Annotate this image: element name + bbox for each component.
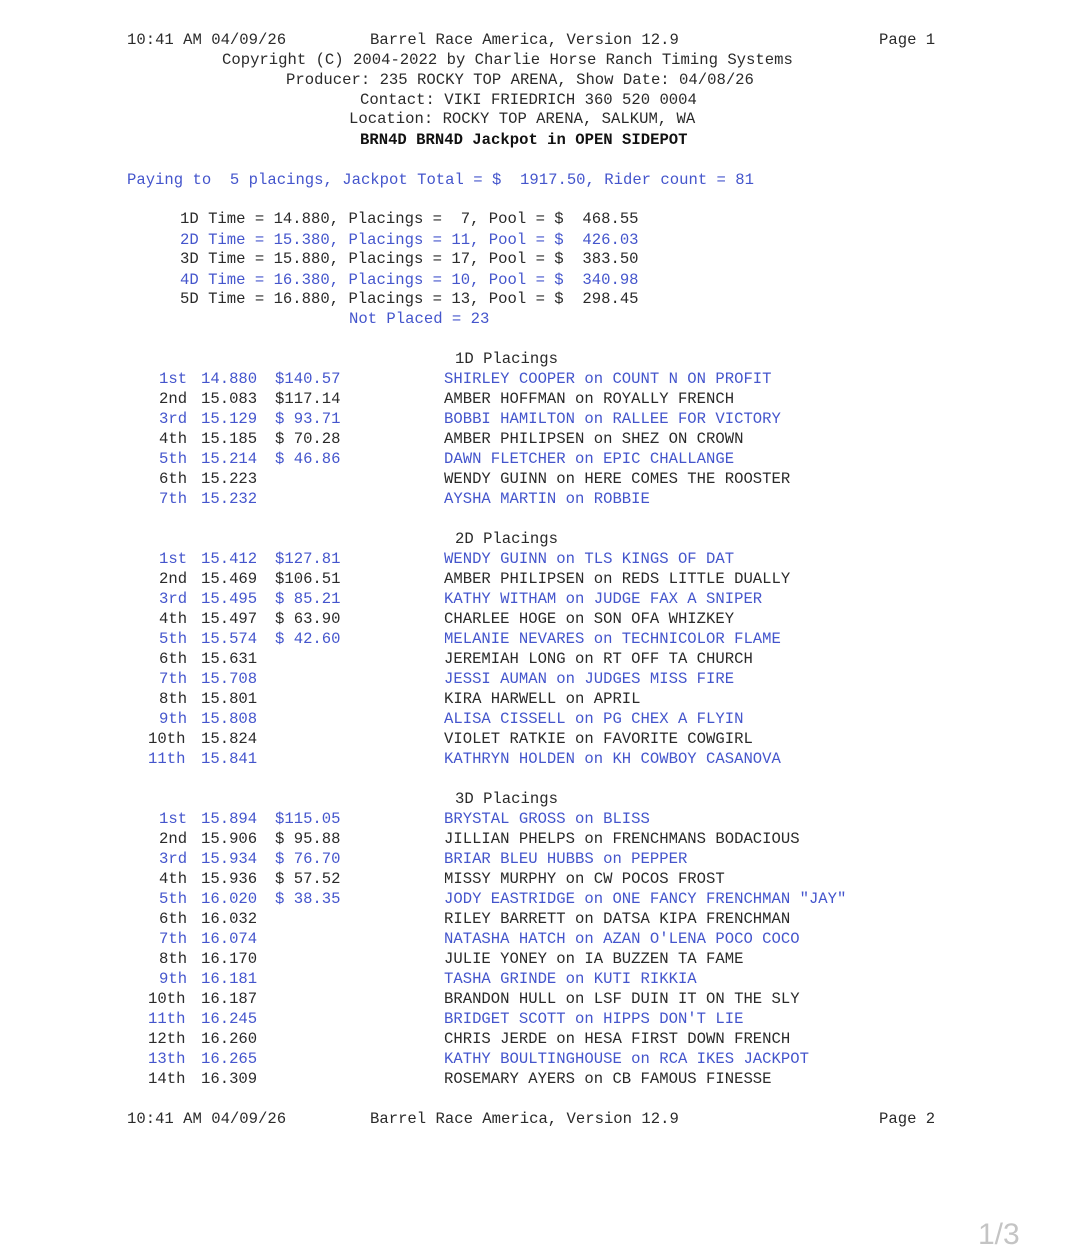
placing-rider: AMBER PHILIPSEN on REDS LITTLE DUALLY	[444, 570, 791, 588]
placing-payout: $ 38.35	[275, 890, 341, 908]
placing-rider: NATASHA HATCH on AZAN O'LENA POCO COCO	[444, 930, 800, 948]
header-producer: Producer: 235 ROCKY TOP ARENA, Show Date: 04/08/26	[286, 71, 754, 89]
placing-payout: $106.51	[275, 570, 341, 588]
placing-time: 16.074	[201, 930, 258, 948]
placing-time: 16.187	[201, 990, 258, 1008]
placing-time: 16.170	[201, 950, 258, 968]
placing-time: 15.223	[201, 470, 258, 488]
placing-rider: BRIDGET SCOTT on HIPPS DON'T LIE	[444, 1010, 744, 1028]
placing-rank: 12th	[148, 1030, 186, 1048]
placing-time: 15.841	[201, 750, 258, 768]
placing-rank: 3rd	[159, 410, 188, 428]
placing-time: 16.032	[201, 910, 258, 928]
placing-rank: 2nd	[159, 830, 188, 848]
placing-time: 15.894	[201, 810, 258, 828]
placing-time: 16.020	[201, 890, 258, 908]
placing-rank: 8th	[159, 690, 188, 708]
placing-payout: $ 95.88	[275, 830, 341, 848]
placing-time: 16.181	[201, 970, 258, 988]
placing-time: 15.708	[201, 670, 258, 688]
footer-page-number: Page 2	[879, 1110, 936, 1128]
placing-rank: 11th	[148, 750, 186, 768]
placing-rank: 13th	[148, 1050, 186, 1068]
footer-program: Barrel Race America, Version 12.9	[370, 1110, 679, 1128]
placing-rank: 10th	[148, 730, 186, 748]
placing-rank: 2nd	[159, 390, 188, 408]
placing-rider: KATHRYN HOLDEN on KH COWBOY CASANOVA	[444, 750, 781, 768]
header-page-number: Page 1	[879, 31, 936, 49]
placing-rider: JEREMIAH LONG on RT OFF TA CHURCH	[444, 650, 753, 668]
placing-rank: 5th	[159, 890, 188, 908]
placing-rank: 1st	[159, 810, 188, 828]
placing-rank: 1st	[159, 370, 188, 388]
placing-rider: JILLIAN PHELPS on FRENCHMANS BODACIOUS	[444, 830, 800, 848]
header-contact: Contact: VIKI FRIEDRICH 360 520 0004	[360, 91, 697, 109]
placing-time: 16.245	[201, 1010, 258, 1028]
placing-rider: CHARLEE HOGE on SON OFA WHIZKEY	[444, 610, 735, 628]
placing-rank: 4th	[159, 870, 188, 888]
placing-rider: DAWN FLETCHER on EPIC CHALLANGE	[444, 450, 735, 468]
placing-rider: AYSHA MARTIN on ROBBIE	[444, 490, 650, 508]
placing-rank: 3rd	[159, 850, 188, 868]
placing-time: 15.934	[201, 850, 258, 868]
placing-payout: $ 63.90	[275, 610, 341, 628]
footer-timestamp: 10:41 AM 04/09/26	[127, 1110, 287, 1128]
placing-rank: 7th	[159, 670, 188, 688]
placing-time: 15.129	[201, 410, 258, 428]
placing-rank: 3rd	[159, 590, 188, 608]
placing-payout: $ 57.52	[275, 870, 341, 888]
division-line: 1D Time = 14.880, Placings = 7, Pool = $ 468.55	[180, 210, 639, 228]
header-program: Barrel Race America, Version 12.9	[370, 31, 679, 49]
placing-rank: 1st	[159, 550, 188, 568]
placing-payout: $ 46.86	[275, 450, 341, 468]
placing-rider: JESSI AUMAN on JUDGES MISS FIRE	[444, 670, 735, 688]
placing-rider: MISSY MURPHY on CW POCOS FROST	[444, 870, 725, 888]
placing-rank: 14th	[148, 1070, 186, 1088]
not-placed-count: Not Placed = 23	[349, 310, 490, 328]
placing-payout: $127.81	[275, 550, 341, 568]
placing-rider: VIOLET RATKIE on FAVORITE COWGIRL	[444, 730, 753, 748]
placing-rider: AMBER HOFFMAN on ROYALLY FRENCH	[444, 390, 735, 408]
placing-time: 15.824	[201, 730, 258, 748]
placing-rider: BOBBI HAMILTON on RALLEE FOR VICTORY	[444, 410, 781, 428]
placing-rank: 4th	[159, 430, 188, 448]
placing-payout: $117.14	[275, 390, 341, 408]
division-line: 3D Time = 15.880, Placings = 17, Pool = $ 383.50	[180, 250, 639, 268]
placing-rider: BRYSTAL GROSS on BLISS	[444, 810, 650, 828]
section-title: 1D Placings	[455, 350, 558, 368]
placing-rank: 4th	[159, 610, 188, 628]
placing-time: 15.495	[201, 590, 258, 608]
placing-rank: 9th	[159, 970, 188, 988]
placing-rider: BRANDON HULL on LSF DUIN IT ON THE SLY	[444, 990, 800, 1008]
placing-time: 15.469	[201, 570, 258, 588]
placing-rider: CHRIS JERDE on HESA FIRST DOWN FRENCH	[444, 1030, 791, 1048]
placing-rider: KIRA HARWELL on APRIL	[444, 690, 641, 708]
payout-summary: Paying to 5 placings, Jackpot Total = $ 1917.50, Rider count = 81	[127, 171, 754, 189]
placing-payout: $ 70.28	[275, 430, 341, 448]
placing-time: 14.880	[201, 370, 258, 388]
placing-rank: 9th	[159, 710, 188, 728]
placing-time: 15.906	[201, 830, 258, 848]
placing-rank: 5th	[159, 630, 188, 648]
section-title: 2D Placings	[455, 530, 558, 548]
placing-rank: 7th	[159, 930, 188, 948]
placing-rider: MELANIE NEVARES on TECHNICOLOR FLAME	[444, 630, 781, 648]
placing-payout: $ 76.70	[275, 850, 341, 868]
placing-time: 15.808	[201, 710, 258, 728]
placing-rider: RILEY BARRETT on DATSA KIPA FRENCHMAN	[444, 910, 791, 928]
header-timestamp: 10:41 AM 04/09/26	[127, 31, 287, 49]
placing-payout: $ 93.71	[275, 410, 341, 428]
placing-rider: ROSEMARY AYERS on CB FAMOUS FINESSE	[444, 1070, 772, 1088]
header-location: Location: ROCKY TOP ARENA, SALKUM, WA	[349, 110, 696, 128]
placing-rider: ALISA CISSELL on PG CHEX A FLYIN	[444, 710, 744, 728]
placing-time: 15.936	[201, 870, 258, 888]
placing-rider: TASHA GRINDE on KUTI RIKKIA	[444, 970, 697, 988]
division-line: 2D Time = 15.380, Placings = 11, Pool = $ 426.03	[180, 231, 639, 249]
placing-time: 15.412	[201, 550, 258, 568]
placing-rider: BRIAR BLEU HUBBS on PEPPER	[444, 850, 688, 868]
placing-rank: 6th	[159, 470, 188, 488]
placing-time: 16.260	[201, 1030, 258, 1048]
placing-rider: JULIE YONEY on IA BUZZEN TA FAME	[444, 950, 744, 968]
placing-rank: 10th	[148, 990, 186, 1008]
placing-time: 15.083	[201, 390, 258, 408]
event-title: BRN4D BRN4D Jackpot in OPEN SIDEPOT	[360, 131, 688, 149]
section-title: 3D Placings	[455, 790, 558, 808]
placing-time: 15.497	[201, 610, 258, 628]
placing-rank: 6th	[159, 650, 188, 668]
placing-rank: 2nd	[159, 570, 188, 588]
placing-payout: $140.57	[275, 370, 341, 388]
placing-time: 15.214	[201, 450, 258, 468]
placing-rider: AMBER PHILIPSEN on SHEZ ON CROWN	[444, 430, 744, 448]
placing-rider: SHIRLEY COOPER on COUNT N ON PROFIT	[444, 370, 772, 388]
header-copyright: Copyright (C) 2004-2022 by Charlie Horse Ranch Timing Systems	[222, 51, 793, 69]
placing-rider: JODY EASTRIDGE on ONE FANCY FRENCHMAN "JAY"	[444, 890, 847, 908]
placing-rank: 7th	[159, 490, 188, 508]
placing-time: 15.232	[201, 490, 258, 508]
placing-time: 15.574	[201, 630, 258, 648]
viewer-page-indicator: 1/3	[978, 1218, 1020, 1251]
placing-payout: $115.05	[275, 810, 341, 828]
placing-time: 15.801	[201, 690, 258, 708]
placing-time: 16.265	[201, 1050, 258, 1068]
placing-payout: $ 42.60	[275, 630, 341, 648]
placing-rank: 5th	[159, 450, 188, 468]
placing-rank: 8th	[159, 950, 188, 968]
placing-time: 16.309	[201, 1070, 258, 1088]
placing-rider: WENDY GUINN on HERE COMES THE ROOSTER	[444, 470, 791, 488]
placing-rank: 11th	[148, 1010, 186, 1028]
placing-rider: KATHY WITHAM on JUDGE FAX A SNIPER	[444, 590, 763, 608]
division-line: 5D Time = 16.880, Placings = 13, Pool = $ 298.45	[180, 290, 639, 308]
placing-rank: 6th	[159, 910, 188, 928]
placing-payout: $ 85.21	[275, 590, 341, 608]
placing-time: 15.185	[201, 430, 258, 448]
placing-time: 15.631	[201, 650, 258, 668]
division-line: 4D Time = 16.380, Placings = 10, Pool = $ 340.98	[180, 271, 639, 289]
placing-rider: WENDY GUINN on TLS KINGS OF DAT	[444, 550, 735, 568]
placing-rider: KATHY BOULTINGHOUSE on RCA IKES JACKPOT	[444, 1050, 809, 1068]
